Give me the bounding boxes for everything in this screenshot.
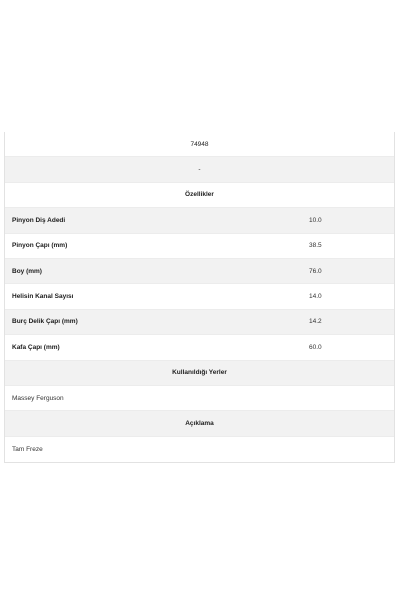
feature-value: 76.0 bbox=[309, 267, 322, 275]
usage-value: Massey Ferguson bbox=[12, 394, 64, 402]
dash-row bbox=[5, 157, 394, 182]
feature-row bbox=[5, 234, 394, 259]
usage-row bbox=[5, 386, 394, 411]
feature-label: Helisin Kanal Sayısı bbox=[12, 293, 74, 301]
description-value: Tam Freze bbox=[12, 445, 43, 453]
spec-table bbox=[4, 132, 395, 463]
feature-value: 14.2 bbox=[309, 318, 322, 326]
usage-header: Kullanıldığı Yerler bbox=[172, 369, 227, 377]
feature-value: 38.5 bbox=[309, 242, 322, 250]
description-row bbox=[5, 437, 394, 462]
feature-label: Pinyon Çapı (mm) bbox=[12, 242, 68, 250]
feature-value: 10.0 bbox=[309, 216, 322, 224]
features-header-row bbox=[5, 183, 394, 208]
dash-value: - bbox=[198, 166, 201, 174]
part-code-row bbox=[5, 132, 394, 157]
feature-label: Burç Delik Çapı (mm) bbox=[12, 318, 78, 326]
features-header: Özellikler bbox=[185, 191, 214, 199]
description-header: Açıklama bbox=[185, 419, 214, 427]
feature-row bbox=[5, 335, 394, 360]
feature-row bbox=[5, 259, 394, 284]
feature-row bbox=[5, 208, 394, 233]
feature-value: 60.0 bbox=[309, 343, 322, 351]
feature-row bbox=[5, 284, 394, 309]
description-header-row bbox=[5, 411, 394, 436]
feature-label: Boy (mm) bbox=[12, 267, 42, 275]
feature-value: 14.0 bbox=[309, 293, 322, 301]
part-code: 74948 bbox=[190, 140, 209, 148]
feature-label: Kafa Çapı (mm) bbox=[12, 343, 60, 351]
usage-header-row bbox=[5, 361, 394, 386]
feature-label: Pinyon Diş Adedi bbox=[12, 216, 66, 224]
feature-row bbox=[5, 310, 394, 335]
